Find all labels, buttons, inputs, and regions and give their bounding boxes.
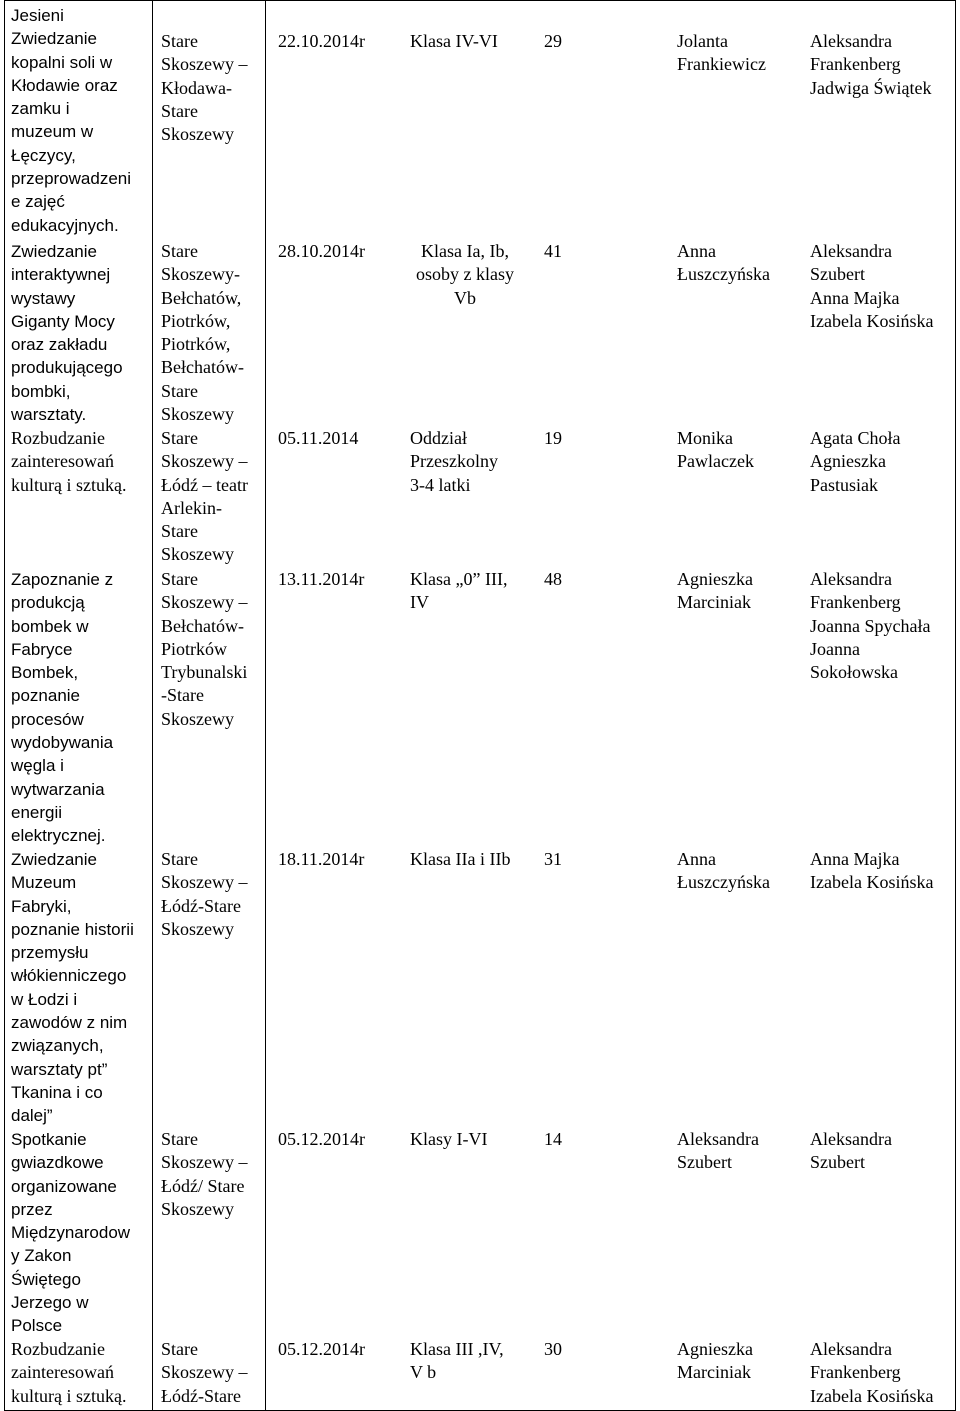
table-border-top	[4, 0, 955, 1]
activity-cell: Zapoznanie z produkcją bombek w Fabryce Bombek, poznanie procesów wydobywania węgla i wytwarzania energii elektrycznej.	[11, 570, 114, 846]
teacher-cell: Anna Łuszczyńska	[677, 241, 770, 285]
date-cell: 18.11.2014r	[278, 849, 365, 869]
class-cell: Klasa „0” III, IV	[410, 569, 508, 613]
count-cell: 31	[544, 849, 562, 869]
activity-cell: Rozbudzanie zainteresowań kulturą i sztuką.	[11, 428, 127, 495]
table-border-left	[4, 0, 5, 1411]
class-cell: Oddział Przeszkolny 3-4 latki	[410, 428, 498, 495]
caretakers-cell: Aleksandra Szubert	[810, 1129, 892, 1173]
route-cell: Stare Skoszewy – Bełchatów- Piotrków Trybunalski -Stare Skoszewy	[161, 569, 248, 729]
class-cell: Klasa Ia, Ib, osoby z klasy Vb	[416, 241, 514, 308]
count-cell: 41	[544, 241, 562, 261]
date-cell: 05.12.2014r	[278, 1339, 365, 1359]
route-cell: Stare Skoszewy – Łódź-Stare Skoszewy	[161, 849, 248, 939]
activity-cell: Zwiedzanie interaktywnej wystawy Giganty Mocy oraz zakładu produkującego bombki, warsztaty.	[11, 242, 123, 425]
date-cell: 05.11.2014	[278, 428, 359, 448]
teacher-cell: Agnieszka Marciniak	[677, 1339, 753, 1383]
teacher-cell: Anna Łuszczyńska	[677, 849, 770, 893]
caretakers-cell: Agata Choła Agnieszka Pastusiak	[810, 428, 901, 495]
class-cell: Klasa IIa i IIb	[410, 849, 511, 869]
route-cell: Stare Skoszewy – Łódź-Stare	[161, 1339, 248, 1406]
class-cell: Klasa III ,IV, V b	[410, 1339, 504, 1383]
date-cell: 13.11.2014r	[278, 569, 365, 589]
caretakers-cell: Aleksandra Frankenberg Jadwiga Świątek	[810, 31, 932, 98]
column-divider	[265, 0, 266, 1411]
date-cell: 28.10.2014r	[278, 241, 365, 261]
count-cell: 14	[544, 1129, 562, 1149]
route-cell: Stare Skoszewy – Kłodawa- Stare Skoszewy	[161, 31, 248, 145]
count-cell: 30	[544, 1339, 562, 1359]
activity-cell: Zwiedzanie Muzeum Fabryki, poznanie historii przemysłu włókienniczego w Łodzi i zawodów z nim związanych, warsztaty pt” Tkanina i co dalej”	[11, 850, 134, 1126]
caretakers-cell: Aleksandra Szubert Anna Majka Izabela Kosińska	[810, 241, 934, 331]
count-cell: 29	[544, 31, 562, 51]
teacher-cell: Jolanta Frankiewicz	[677, 31, 766, 75]
teacher-cell: Monika Pawlaczek	[677, 428, 754, 472]
activity-cell: Jesienі Zwiedzanie kopalni soli w Kłodawie oraz zamku i muzeum w Łęczycy, przeprowadzeni e zajęć edukacyjnych.	[11, 6, 132, 235]
count-cell: 48	[544, 569, 562, 589]
class-cell: Klasa IV-VI	[410, 31, 498, 51]
caretakers-cell: Anna Majka Izabela Kosińska	[810, 849, 934, 893]
date-cell: 05.12.2014r	[278, 1129, 365, 1149]
teacher-cell: Agnieszka Marciniak	[677, 569, 753, 613]
caretakers-cell: Aleksandra Frankenberg Joanna Spychała Joanna Sokołowska	[810, 569, 931, 683]
count-cell: 19	[544, 428, 562, 448]
route-cell: Stare Skoszewy- Bełchatów, Piotrków, Piotrków, Bełchatów- Stare Skoszewy	[161, 241, 244, 425]
activity-cell: Spotkanie gwiazdkowe organizowane przez Międzynarodow y Zakon Świętego Jerzego w Polsce	[11, 1130, 131, 1336]
route-cell: Stare Skoszewy – Łódź – teatr Arlekin- Stare Skoszewy	[161, 428, 248, 565]
activity-cell: Rozbudzanie zainteresowań kulturą i sztuką.	[11, 1339, 127, 1406]
teacher-cell: Aleksandra Szubert	[677, 1129, 759, 1173]
date-cell: 22.10.2014r	[278, 31, 365, 51]
route-cell: Stare Skoszewy – Łódź/ Stare Skoszewy	[161, 1129, 248, 1219]
class-cell: Klasy I-VI	[410, 1129, 488, 1149]
table-border-right	[955, 0, 956, 1411]
caretakers-cell: Aleksandra Frankenberg Izabela Kosińska	[810, 1339, 934, 1406]
column-divider	[152, 0, 153, 1411]
